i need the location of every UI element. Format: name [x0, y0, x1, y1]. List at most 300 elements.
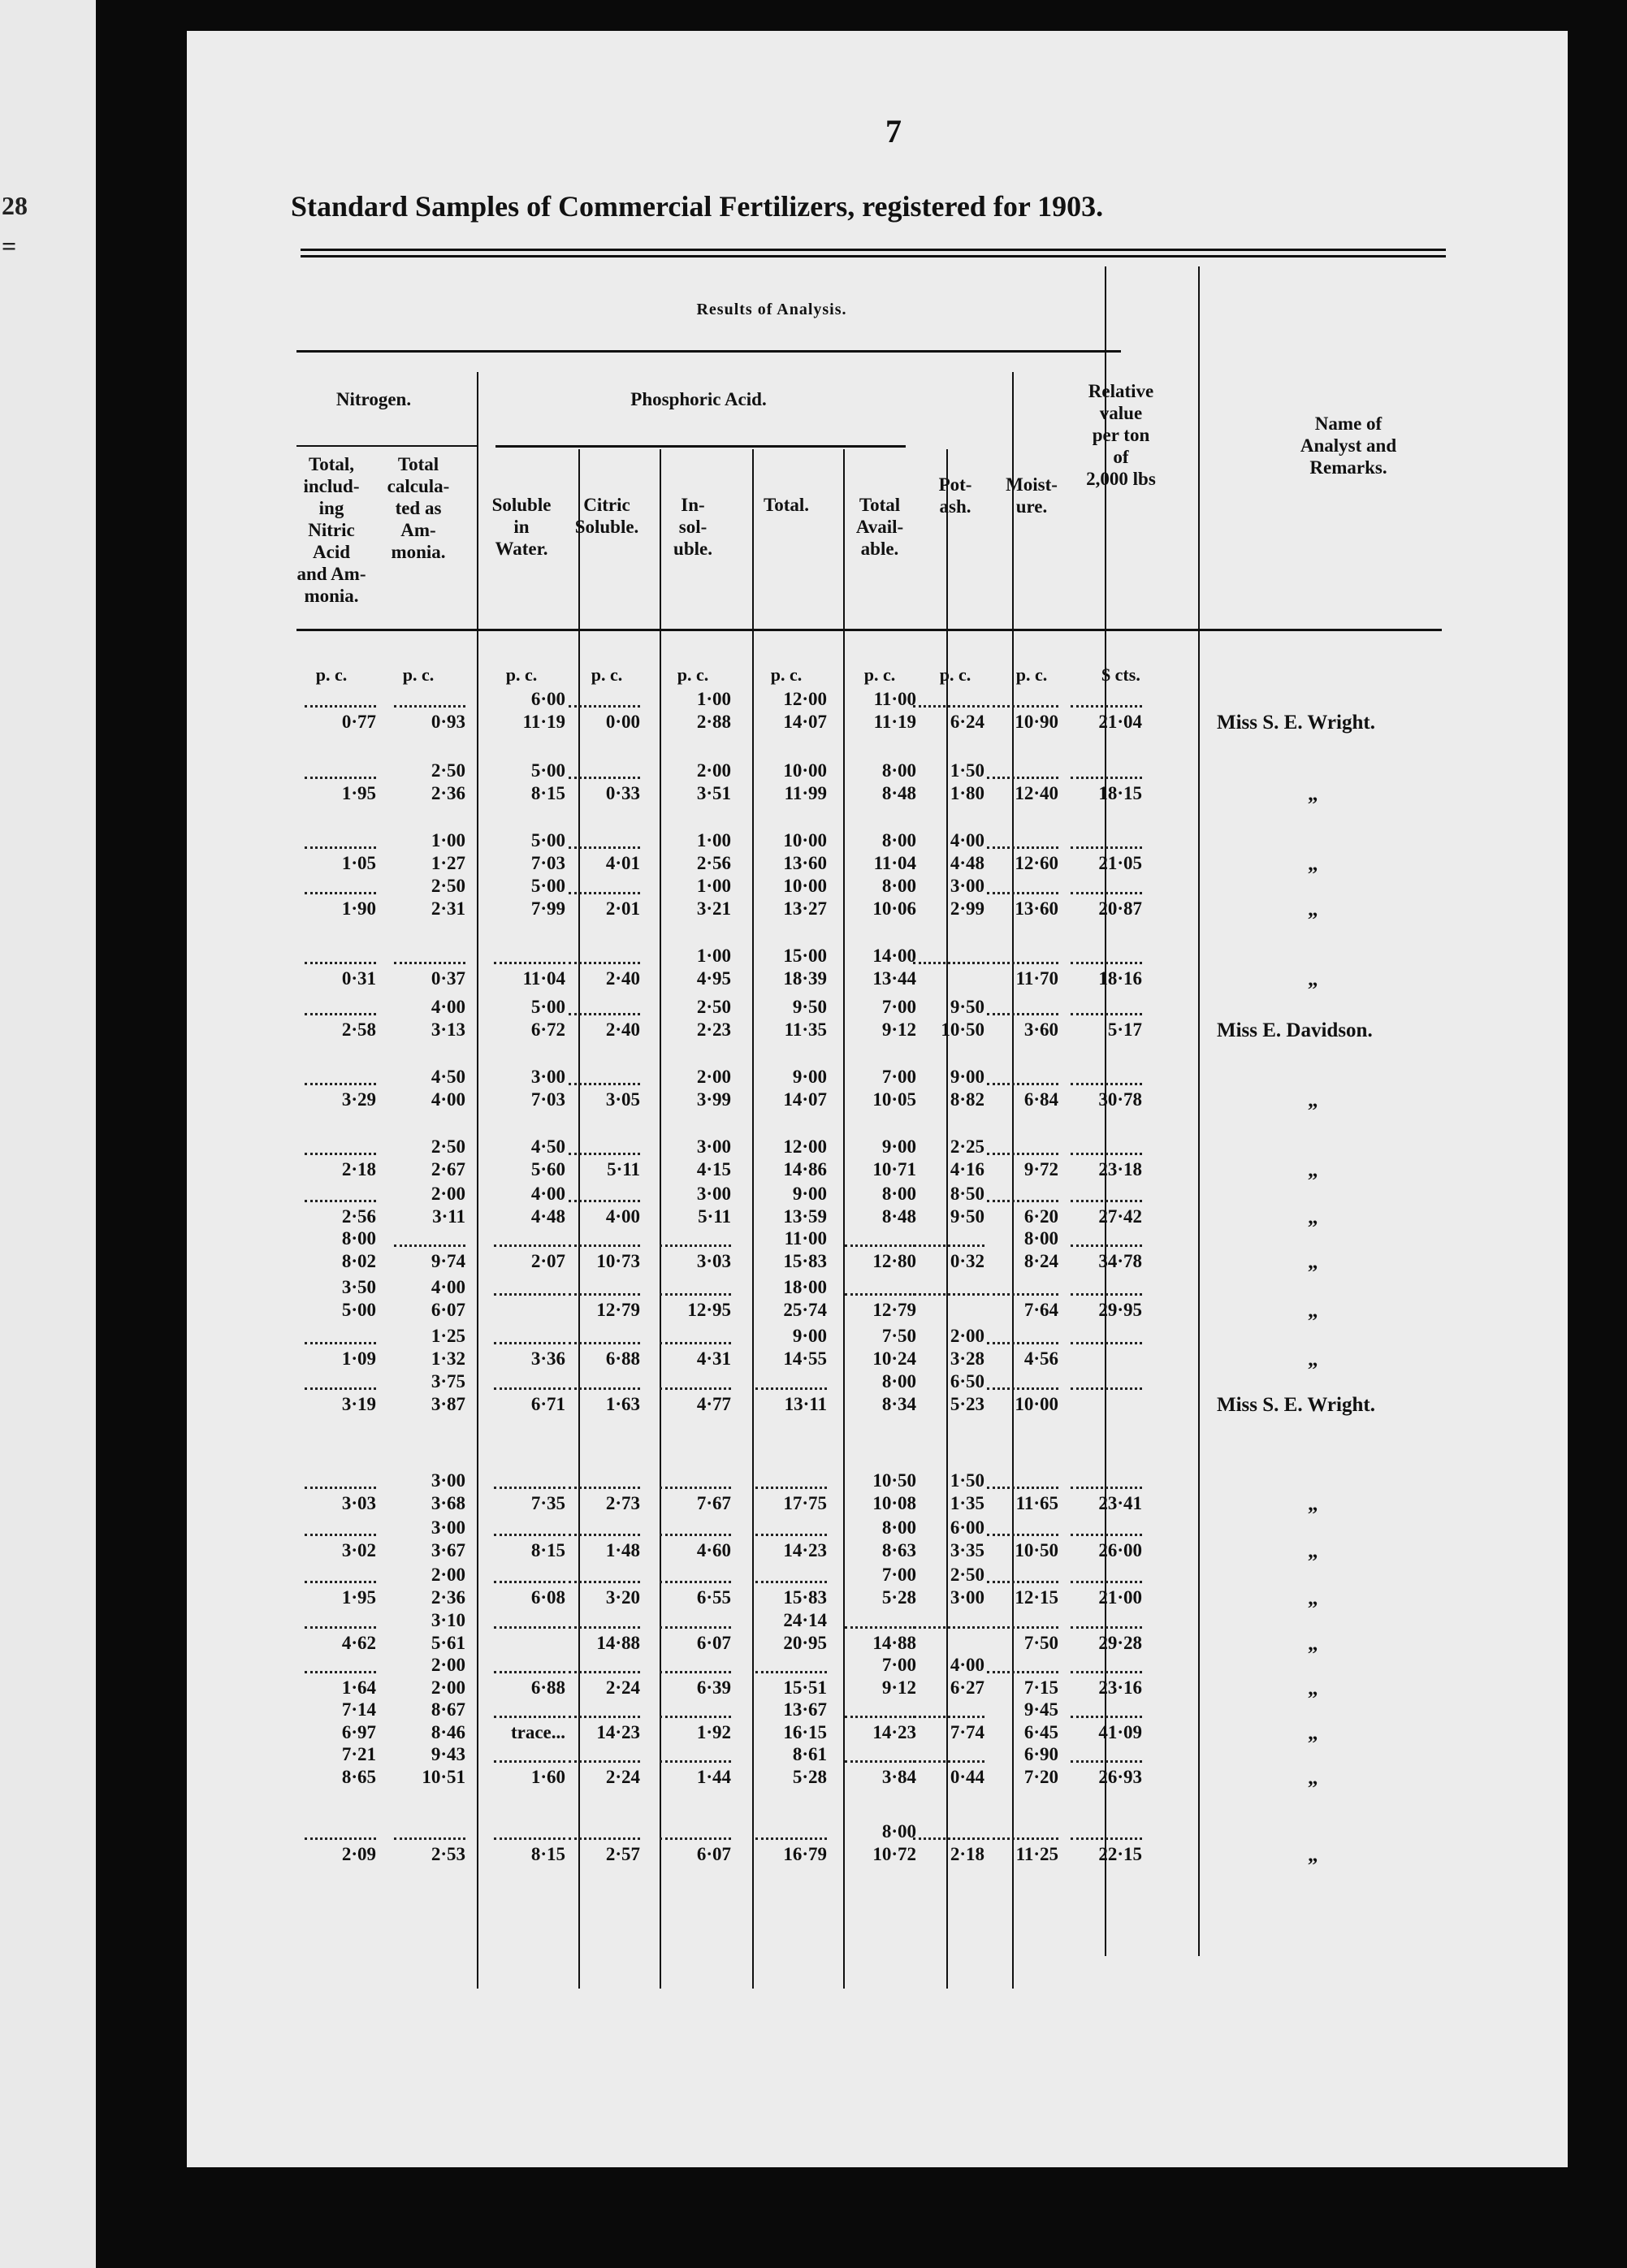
- guarantee-value: 8·00: [341, 1228, 376, 1249]
- guarantee-value: 2·50: [431, 760, 465, 781]
- analyst-remark: „: [1308, 1251, 1318, 1273]
- guarantee-value: 6·90: [1023, 1744, 1058, 1764]
- guarantee-value: 3·00: [950, 876, 984, 896]
- guarantee-value: 7·00: [881, 1655, 916, 1675]
- found-value: 10·72: [872, 1844, 916, 1864]
- found-value: 18·39: [783, 968, 827, 989]
- found-value: 1·35: [950, 1493, 984, 1513]
- guarantee-value: 3·00: [696, 1136, 731, 1157]
- guarantee-value: 9·00: [881, 1136, 916, 1157]
- found-value: 12·60: [1015, 853, 1058, 873]
- found-value: 6·97: [341, 1722, 376, 1742]
- analyst-remark: „: [1308, 1089, 1318, 1111]
- found-value: 6·55: [696, 1587, 731, 1608]
- guarantee-value: 5·00: [530, 760, 565, 781]
- dot-leader: [305, 845, 376, 849]
- page-number: 7: [885, 113, 902, 149]
- found-value: 14·88: [596, 1633, 640, 1653]
- analyst-remark: „: [1308, 898, 1318, 920]
- guarantee-value: 18·00: [783, 1277, 827, 1297]
- analyst-remark: „: [1308, 853, 1318, 875]
- found-value: 6·71: [530, 1394, 565, 1414]
- dot-leader: [1071, 1011, 1142, 1015]
- found-value: 4·62: [341, 1633, 376, 1653]
- found-value: 8·65: [341, 1767, 376, 1787]
- found-value: 2·53: [431, 1844, 465, 1864]
- dot-leader: [1071, 1151, 1142, 1155]
- phosphoric-group-header: Phosphoric Acid.: [630, 389, 767, 409]
- dot-leader: [1071, 703, 1142, 708]
- guarantee-value: 7·00: [881, 1067, 916, 1087]
- found-value: 8·46: [431, 1722, 465, 1742]
- dot-leader: [494, 1243, 565, 1247]
- title-rule-top: [301, 249, 1446, 251]
- page-title: Standard Samples of Commercial Fertilizers, registered for 1903.: [291, 190, 1104, 223]
- found-value: 4·95: [696, 968, 731, 989]
- dot-leader: [660, 1836, 731, 1840]
- found-value: 1·80: [950, 783, 984, 803]
- dot-leader: [913, 960, 984, 964]
- found-value: 1·64: [341, 1677, 376, 1698]
- found-value: 12·15: [1015, 1587, 1058, 1608]
- found-value: 2·57: [605, 1844, 640, 1864]
- found-value: 4·31: [696, 1348, 731, 1369]
- guarantee-value: 7·00: [881, 1565, 916, 1585]
- found-value: 2·40: [605, 968, 640, 989]
- found-value: 10·06: [872, 898, 916, 919]
- guarantee-value: 8·00: [881, 1371, 916, 1392]
- found-value: 25·74: [783, 1300, 827, 1320]
- found-value: 10·24: [872, 1348, 916, 1369]
- guarantee-value: 1·00: [696, 876, 731, 896]
- found-value: 4·00: [605, 1206, 640, 1227]
- dot-leader: [660, 1485, 731, 1489]
- found-value: 21·00: [1098, 1587, 1142, 1608]
- guarantee-value: 9·50: [792, 997, 827, 1017]
- dot-leader: [305, 1011, 376, 1015]
- found-value: 3·13: [431, 1019, 465, 1040]
- dot-leader: [569, 1011, 640, 1015]
- guarantee-value: 8·00: [881, 760, 916, 781]
- guarantee-value: 2·00: [696, 760, 731, 781]
- found-value: 4·60: [696, 1540, 731, 1560]
- found-value: 14·55: [783, 1348, 827, 1369]
- found-value: 13·44: [872, 968, 916, 989]
- dot-leader: [494, 1386, 565, 1390]
- dot-leader: [1071, 1759, 1142, 1763]
- column-header-value: Relative value per ton of 2,000 lbs: [1086, 381, 1156, 489]
- dot-leader: [569, 890, 640, 894]
- found-value: 14·23: [596, 1722, 640, 1742]
- analyst-remark: „: [1308, 1300, 1318, 1322]
- found-value: 11·65: [1015, 1493, 1058, 1513]
- dot-leader: [494, 1485, 565, 1489]
- dot-leader: [1071, 1243, 1142, 1247]
- found-value: 1·95: [341, 1587, 376, 1608]
- found-value: 7·03: [530, 1089, 565, 1110]
- found-value: 2·07: [530, 1251, 565, 1271]
- left-page-number: 28: [2, 191, 28, 220]
- found-value: 5·60: [530, 1159, 565, 1179]
- dot-leader: [569, 1081, 640, 1085]
- dot-leader: [987, 1579, 1058, 1583]
- column-header-soluble: Soluble in Water.: [491, 495, 552, 559]
- unit-label: p. c.: [1015, 664, 1048, 685]
- dot-leader: [845, 1292, 916, 1296]
- found-value: 22·15: [1098, 1844, 1142, 1864]
- found-value: 1·63: [605, 1394, 640, 1414]
- found-value: 2·24: [605, 1677, 640, 1698]
- found-value: 17·75: [783, 1493, 827, 1513]
- guarantee-value: 10·00: [783, 760, 827, 781]
- found-value: 29·28: [1098, 1633, 1142, 1653]
- found-value: 8·15: [530, 783, 565, 803]
- guarantee-value: 10·00: [783, 876, 827, 896]
- found-value: 0·37: [431, 968, 465, 989]
- found-value: 4·15: [696, 1159, 731, 1179]
- found-value: 3·19: [341, 1394, 376, 1414]
- guarantee-value: 9·50: [950, 997, 984, 1017]
- dot-leader: [569, 1340, 640, 1344]
- found-value: 4·48: [530, 1206, 565, 1227]
- dot-leader: [755, 1669, 827, 1673]
- guarantee-value: 1·00: [696, 689, 731, 709]
- dot-leader: [660, 1759, 731, 1763]
- found-value: 2·31: [431, 898, 465, 919]
- guarantee-value: 8·00: [881, 1184, 916, 1204]
- dot-leader: [494, 1340, 565, 1344]
- guarantee-value: 13·67: [783, 1699, 827, 1720]
- unit-label: p. c.: [677, 664, 709, 685]
- found-value: 12·79: [596, 1300, 640, 1320]
- found-value: 5·17: [1107, 1019, 1142, 1040]
- found-value: 1·32: [431, 1348, 465, 1369]
- found-value: 2·01: [605, 898, 640, 919]
- dot-leader: [987, 1081, 1058, 1085]
- guarantee-value: 1·25: [431, 1326, 465, 1346]
- found-value: 11·25: [1015, 1844, 1058, 1864]
- guarantee-value: 14·00: [872, 946, 916, 966]
- guarantee-value: 4·00: [431, 1277, 465, 1297]
- found-value: 14·23: [783, 1540, 827, 1560]
- found-value: 1·05: [341, 853, 376, 873]
- dot-leader: [755, 1386, 827, 1390]
- unit-label: p. c.: [591, 664, 623, 685]
- found-value: trace...: [510, 1722, 565, 1742]
- found-value: 11·99: [784, 783, 827, 803]
- column-header-n_total: Total, includ- ing Nitric Acid and Am- monia.: [296, 454, 366, 606]
- found-value: 6·24: [950, 712, 984, 732]
- found-value: 23·41: [1098, 1493, 1142, 1513]
- found-value: 5·23: [950, 1394, 984, 1414]
- found-value: 1·09: [341, 1348, 376, 1369]
- found-value: 18·15: [1098, 783, 1142, 803]
- guarantee-value: 15·00: [783, 946, 827, 966]
- guarantee-value: 9·45: [1023, 1699, 1058, 1720]
- guarantee-value: 3·00: [431, 1517, 465, 1538]
- dot-leader: [913, 703, 984, 708]
- found-value: 9·50: [950, 1206, 984, 1227]
- dot-leader: [305, 890, 376, 894]
- found-value: 23·16: [1098, 1677, 1142, 1698]
- found-value: 8·82: [950, 1089, 984, 1110]
- found-value: 8·48: [881, 1206, 916, 1227]
- found-value: 23·18: [1098, 1159, 1142, 1179]
- found-value: 11·04: [873, 853, 916, 873]
- dot-leader: [569, 1836, 640, 1840]
- dot-leader: [1071, 1669, 1142, 1673]
- found-value: 3·51: [696, 783, 731, 803]
- dot-leader: [987, 775, 1058, 779]
- dot-leader: [987, 1198, 1058, 1202]
- title-rule-bottom: [301, 255, 1446, 258]
- dot-leader: [913, 1836, 984, 1840]
- found-value: 4·56: [1023, 1348, 1058, 1369]
- found-value: 0·00: [605, 712, 640, 732]
- found-value: 10·05: [872, 1089, 916, 1110]
- dot-leader: [987, 960, 1058, 964]
- guarantee-value: 5·00: [530, 997, 565, 1017]
- found-value: 1·60: [530, 1767, 565, 1787]
- found-value: 6·07: [431, 1300, 465, 1320]
- guarantee-value: 2·25: [950, 1136, 984, 1157]
- dot-leader: [494, 1759, 565, 1763]
- found-value: 3·03: [341, 1493, 376, 1513]
- found-value: 4·16: [950, 1159, 984, 1179]
- found-value: 8·63: [881, 1540, 916, 1560]
- found-value: 10·08: [872, 1493, 916, 1513]
- found-value: 11·19: [873, 712, 916, 732]
- dot-leader: [1071, 1836, 1142, 1840]
- found-value: 6·39: [696, 1677, 731, 1698]
- found-value: 5·61: [431, 1633, 465, 1653]
- dot-leader: [987, 1836, 1058, 1840]
- dot-leader: [305, 1625, 376, 1629]
- dot-leader: [569, 845, 640, 849]
- guarantee-value: 8·61: [792, 1744, 827, 1764]
- found-value: 12·80: [872, 1251, 916, 1271]
- guarantee-value: 2·00: [696, 1067, 731, 1087]
- dot-leader: [987, 1340, 1058, 1344]
- found-value: 11·70: [1015, 968, 1058, 989]
- guarantee-value: 9·00: [792, 1184, 827, 1204]
- found-value: 9·74: [431, 1251, 465, 1271]
- left-page-fragment: [0, 0, 96, 2268]
- found-value: 7·50: [1023, 1633, 1058, 1653]
- dot-leader: [569, 703, 640, 708]
- found-value: 2·00: [431, 1677, 465, 1698]
- dot-leader: [394, 960, 465, 964]
- found-value: 3·00: [950, 1587, 984, 1608]
- found-value: 11·04: [522, 968, 565, 989]
- found-value: 1·27: [431, 853, 465, 873]
- found-value: 15·51: [783, 1677, 827, 1698]
- dot-leader: [494, 1579, 565, 1583]
- analyst-remark: Miss S. E. Wright.: [1217, 712, 1375, 734]
- found-value: 0·93: [431, 712, 465, 732]
- guarantee-value: 6·50: [950, 1371, 984, 1392]
- found-value: 0·31: [341, 968, 376, 989]
- guarantee-value: 3·50: [341, 1277, 376, 1297]
- dot-leader: [1071, 1714, 1142, 1718]
- dot-leader: [755, 1485, 827, 1489]
- found-value: 6·84: [1023, 1089, 1058, 1110]
- dot-leader: [1071, 890, 1142, 894]
- header-rule-phosphoric: [495, 445, 906, 448]
- found-value: 7·20: [1023, 1767, 1058, 1787]
- column-header-citric: Citric Soluble.: [574, 495, 639, 537]
- guarantee-value: 2·00: [431, 1565, 465, 1585]
- found-value: 10·73: [596, 1251, 640, 1271]
- found-value: 1·90: [341, 898, 376, 919]
- found-value: 13·59: [783, 1206, 827, 1227]
- dot-leader: [569, 1759, 640, 1763]
- found-value: 3·29: [341, 1089, 376, 1110]
- found-value: 6·45: [1023, 1722, 1058, 1742]
- guarantee-value: 4·50: [431, 1067, 465, 1087]
- dot-leader: [305, 1579, 376, 1583]
- found-value: 2·88: [696, 712, 731, 732]
- found-value: 13·27: [783, 898, 827, 919]
- found-value: 10·50: [941, 1019, 984, 1040]
- dot-leader: [755, 1532, 827, 1536]
- analyst-remark: „: [1308, 1677, 1318, 1699]
- found-value: 26·00: [1098, 1540, 1142, 1560]
- found-value: 41·09: [1098, 1722, 1142, 1742]
- dot-leader: [987, 1485, 1058, 1489]
- found-value: 1·48: [605, 1540, 640, 1560]
- found-value: 4·00: [431, 1089, 465, 1110]
- found-value: 14·07: [783, 1089, 827, 1110]
- found-value: 2·67: [431, 1159, 465, 1179]
- found-value: 2·36: [431, 1587, 465, 1608]
- dot-leader: [987, 1669, 1058, 1673]
- dot-leader: [569, 1485, 640, 1489]
- results-group-header: Results of Analysis.: [696, 301, 847, 318]
- column-rule: [1105, 266, 1106, 1956]
- dot-leader: [569, 960, 640, 964]
- found-value: 3·87: [431, 1394, 465, 1414]
- found-value: 15·83: [783, 1251, 827, 1271]
- found-value: 2·73: [605, 1493, 640, 1513]
- found-value: 30·78: [1098, 1089, 1142, 1110]
- guarantee-value: 8·00: [881, 830, 916, 850]
- column-rule: [1198, 266, 1200, 1956]
- guarantee-value: 11·00: [873, 689, 916, 709]
- dot-leader: [660, 1714, 731, 1718]
- column-header-total: Total.: [763, 495, 810, 515]
- found-value: 14·07: [783, 712, 827, 732]
- found-value: 2·56: [341, 1206, 376, 1227]
- column-header-potash: Pot- ash.: [938, 474, 972, 517]
- found-value: 3·99: [696, 1089, 731, 1110]
- dot-leader: [494, 1625, 565, 1629]
- dot-leader: [569, 1198, 640, 1202]
- dot-leader: [845, 1759, 916, 1763]
- guarantee-value: 24·14: [783, 1610, 827, 1630]
- analyst-remark: Miss E. Davidson.: [1217, 1019, 1373, 1041]
- dot-leader: [987, 1292, 1058, 1296]
- found-value: 2·09: [341, 1844, 376, 1864]
- found-value: 3·05: [605, 1089, 640, 1110]
- guarantee-value: 8·00: [881, 876, 916, 896]
- dot-leader: [1071, 845, 1142, 849]
- unit-label: p. c.: [315, 664, 348, 685]
- unit-label: p. c.: [505, 664, 538, 685]
- found-value: 18·16: [1098, 968, 1142, 989]
- column-header-moisture: Moist- ure.: [1006, 474, 1058, 517]
- dot-leader: [305, 1340, 376, 1344]
- guarantee-value: 2·00: [950, 1326, 984, 1346]
- found-value: 1·92: [696, 1722, 731, 1742]
- guarantee-value: 7·21: [341, 1744, 376, 1764]
- found-value: 5·11: [607, 1159, 640, 1179]
- dot-leader: [660, 1532, 731, 1536]
- found-value: 13·11: [784, 1394, 827, 1414]
- column-header-ammonia: Total calcula- ted as Am- monia.: [387, 454, 450, 562]
- found-value: 10·90: [1015, 712, 1058, 732]
- found-value: 3·67: [431, 1540, 465, 1560]
- guarantee-value: 4·00: [530, 1184, 565, 1204]
- found-value: 8·15: [530, 1540, 565, 1560]
- analyst-remark: „: [1308, 1767, 1318, 1789]
- found-value: 11·19: [522, 712, 565, 732]
- found-value: 16·15: [783, 1722, 827, 1742]
- analyst-remark: „: [1308, 1844, 1318, 1866]
- guarantee-value: 12·00: [783, 689, 827, 709]
- guarantee-value: 3·10: [431, 1610, 465, 1630]
- guarantee-value: 1·50: [950, 760, 984, 781]
- found-value: 0·32: [950, 1251, 984, 1271]
- found-value: 14·88: [872, 1633, 916, 1653]
- found-value: 14·23: [872, 1722, 916, 1742]
- found-value: 1·44: [696, 1767, 731, 1787]
- found-value: 8·34: [881, 1394, 916, 1414]
- dot-leader: [1071, 1198, 1142, 1202]
- found-value: 2·99: [950, 898, 984, 919]
- guarantee-value: 9·00: [792, 1326, 827, 1346]
- found-value: 3·21: [696, 898, 731, 919]
- found-value: 7·99: [530, 898, 565, 919]
- guarantee-value: 3·00: [696, 1184, 731, 1204]
- found-value: 2·18: [341, 1159, 376, 1179]
- header-rule-results: [296, 350, 1121, 353]
- dot-leader: [494, 960, 565, 964]
- found-value: 6·07: [696, 1844, 731, 1864]
- dot-leader: [987, 890, 1058, 894]
- dot-leader: [1071, 775, 1142, 779]
- found-value: 13·60: [1015, 898, 1058, 919]
- found-value: 20·95: [783, 1633, 827, 1653]
- guarantee-value: 2·50: [431, 1136, 465, 1157]
- found-value: 34·78: [1098, 1251, 1142, 1271]
- dot-leader: [660, 1625, 731, 1629]
- guarantee-value: 10·00: [783, 830, 827, 850]
- analyst-remark: „: [1308, 968, 1318, 990]
- dot-leader: [305, 1669, 376, 1673]
- dot-leader: [660, 1386, 731, 1390]
- found-value: 14·86: [783, 1159, 827, 1179]
- found-value: 5·28: [792, 1767, 827, 1787]
- dot-leader: [569, 1243, 640, 1247]
- column-header-insoluble: In- sol- uble.: [673, 495, 712, 559]
- guarantee-value: 8·00: [881, 1517, 916, 1538]
- dot-leader: [913, 1292, 984, 1296]
- found-value: 12·95: [687, 1300, 731, 1320]
- guarantee-value: 9·43: [431, 1744, 465, 1764]
- guarantee-value: 3·00: [431, 1470, 465, 1491]
- guarantee-value: 6·00: [950, 1517, 984, 1538]
